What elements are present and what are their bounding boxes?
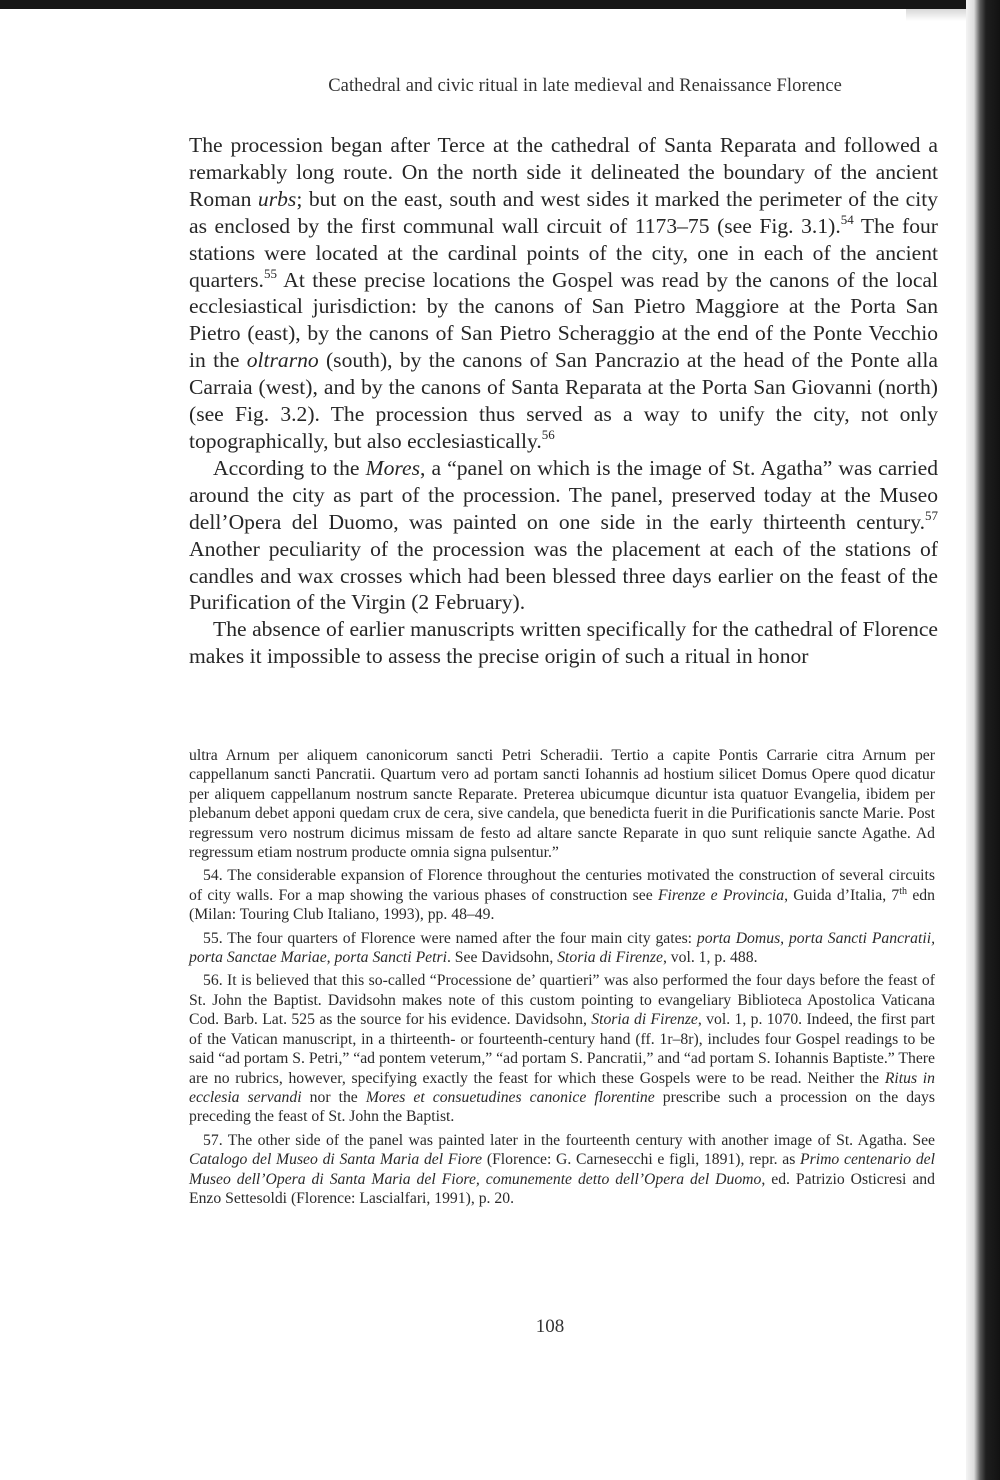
italic-run: Storia di Firenze bbox=[591, 1011, 698, 1029]
italic-run: Primo centenario del Museo dell’Opera di Santa Maria del Fiore, comunemente detto dell’Opera del Duomo bbox=[189, 1151, 935, 1188]
scan-right-edge bbox=[966, 0, 1000, 1480]
footnotes bbox=[189, 746, 935, 1212]
text-run: At these precise locations the Gospel was read by the canons of the local ecclesiastical jurisdiction: by the canons of San Pietro Maggiore at the Porta San Pietro (east), by the canons of San Pietro Scheraggio at the end of the Ponte Vecchio in the bbox=[189, 267, 938, 373]
italic-run: Mores et consuetudines canonice florentine bbox=[365, 1088, 655, 1106]
body-paragraph bbox=[189, 616, 938, 670]
italic-run: Ritus in ecclesia servandi bbox=[189, 1069, 936, 1106]
text-run: , Guida d’Italia, 7 bbox=[784, 886, 900, 904]
text-run: prescribe such a procession on the days preceding the feast of St. John the Baptist. bbox=[189, 1088, 935, 1126]
text-run: ultra Arnum per aliquem canonicorum sancti Petri Scheradii. Tertio a capite Pontis Carrarie citra Arnum per cappellanum sancti Pancratii. Quartum vero ad portam sancti Iohannis ad hostium silicet Domus Opere quod dicatur per aliquem cappellanum nostrum sancte Reparate. Preterea ubicumque dicuntur ista quatuor Evangelia, ibidem per plebanum debet apponi quedam crux de cera, sive candela, que benedicta fuerit in die Purificationis sancte Marie. Post regressum vero nostrum dicimus missam de festo ad altare sancte Reparate in quo sunt reliquie sancte Agathe. Ad regressum etiam nostrum producte omnia signa pulsentur.” bbox=[189, 747, 935, 862]
text-run: 57. The other side of the panel was painted later in the fourteenth century with another image of St. Agatha. See bbox=[203, 1131, 935, 1149]
text-run: , a “panel on which is the image of St. Agatha” was carried around the city as part of the procession. The panel, preserved today at the Museo dell’Opera del Duomo, was painted on one side in the early thirteenth century. bbox=[189, 455, 938, 534]
text-run: The absence of earlier manuscripts written specifically for the cathedral of Florence makes it impossible to assess the precise origin of such a ritual in honor bbox=[189, 617, 938, 669]
scan-top-edge bbox=[0, 0, 1000, 9]
text-run: 54. The considerable expansion of Florence throughout the centuries motivated the construction of several circuits of city walls. For a map showing the various phases of construction see bbox=[189, 867, 935, 904]
note-reference: th bbox=[899, 885, 908, 897]
footnote bbox=[189, 746, 935, 862]
footnote bbox=[189, 971, 935, 1126]
page-number: 108 bbox=[535, 1316, 565, 1337]
text-run: The procession began after Terce at the cathedral of Santa Reparata and followed a remarkably long route. On the north side it delineated the boundary of the ancient Roman bbox=[189, 133, 938, 211]
text-run: , vol. 1, p. 1070. Indeed, the first part of the Vatican manuscript, in a thirteenth- or fourteenth-century hand (ff. 1r–8r), includes four Gospel readings to be said “ad portam S. Petri,” “ad pontem veterum,” “ad portam S. Pancratii,” and “ad portam S. Iohannis Baptiste.” There are no rubrics, however, specifying exactly the feast for which these Gospels were to be read. Neither the bbox=[189, 1011, 935, 1087]
italic-run: oltrarno bbox=[246, 348, 319, 373]
body-paragraph bbox=[189, 455, 938, 616]
running-head: Cathedral and civic ritual in late medieval and Renaissance Florence bbox=[328, 76, 842, 96]
text-run: Another peculiarity of the procession was the placement at each of the stations of candles and wax crosses which had been blessed three days earlier on the feast of the Purification of the Virgin (2 February). bbox=[189, 536, 938, 615]
italic-run: Catalogo del Museo di Santa Maria del Fiore bbox=[189, 1151, 483, 1169]
main-text bbox=[189, 132, 938, 670]
italic-run: urbs bbox=[257, 186, 297, 211]
scan-page-shadow bbox=[906, 9, 966, 21]
italic-run: Mores bbox=[365, 455, 420, 480]
text-run: . See Davidsohn, bbox=[446, 949, 558, 967]
text-run: 55. The four quarters of Florence were named after the four main city gates: bbox=[203, 929, 697, 947]
text-run: (south), by the canons of San Pancrazio at the head of the Ponte alla Carraia (west), and by the canons of Santa Reparata at the Porta San Giovanni (north) (see Fig. 3.2). The procession thus served as a way to unify the city, not only topographically, but also ecclesiastically. bbox=[189, 348, 938, 453]
note-reference: 54 bbox=[840, 211, 854, 227]
text-run: edn (Milan: Touring Club Italiano, 1993), pp. 48–49. bbox=[189, 886, 935, 924]
footnote bbox=[189, 1131, 935, 1209]
italic-run: Firenze e Provincia bbox=[657, 886, 785, 904]
text-run: , ed. Patrizio Osticresi and Enzo Settesoldi (Florence: Lascialfari, 1991), p. 20. bbox=[189, 1170, 935, 1207]
text-run: , vol. 1, p. 488. bbox=[662, 949, 758, 967]
text-run: ; but on the east, south and west sides it marked the perimeter of the city as enclosed by the first communal wall circuit of 1173–75 (see Fig. 3.1). bbox=[189, 186, 939, 238]
note-reference: 56 bbox=[541, 426, 555, 442]
text-run: According to the bbox=[213, 455, 366, 480]
body-paragraph bbox=[189, 132, 938, 455]
text-run: nor the bbox=[301, 1088, 366, 1106]
italic-run: Storia di Firenze bbox=[557, 949, 663, 967]
note-reference: 55 bbox=[263, 265, 277, 281]
footnote bbox=[189, 929, 935, 968]
italic-run: porta Domus, porta Sancti Pancratii, porta Sanctae Mariae, porta Sancti Petri bbox=[189, 929, 935, 967]
note-reference: 57 bbox=[925, 507, 938, 523]
text-run: (Florence: G. Carnesecchi e figli, 1891), repr. as bbox=[482, 1151, 801, 1169]
text-run: The four stations were located at the cardinal points of the city, one in each of the ancient quarters. bbox=[189, 213, 938, 292]
text-run: 56. It is believed that this so-called “Processione de’ quartieri” was also performed the four days before the feast of St. John the Baptist. Davidsohn makes note of this custom pointing to evangeliary Biblioteca Apostolica Vaticana Cod. Barb. Lat. 525 as the source for his evidence. Davidsohn, bbox=[189, 972, 935, 1029]
footnote bbox=[189, 866, 935, 924]
